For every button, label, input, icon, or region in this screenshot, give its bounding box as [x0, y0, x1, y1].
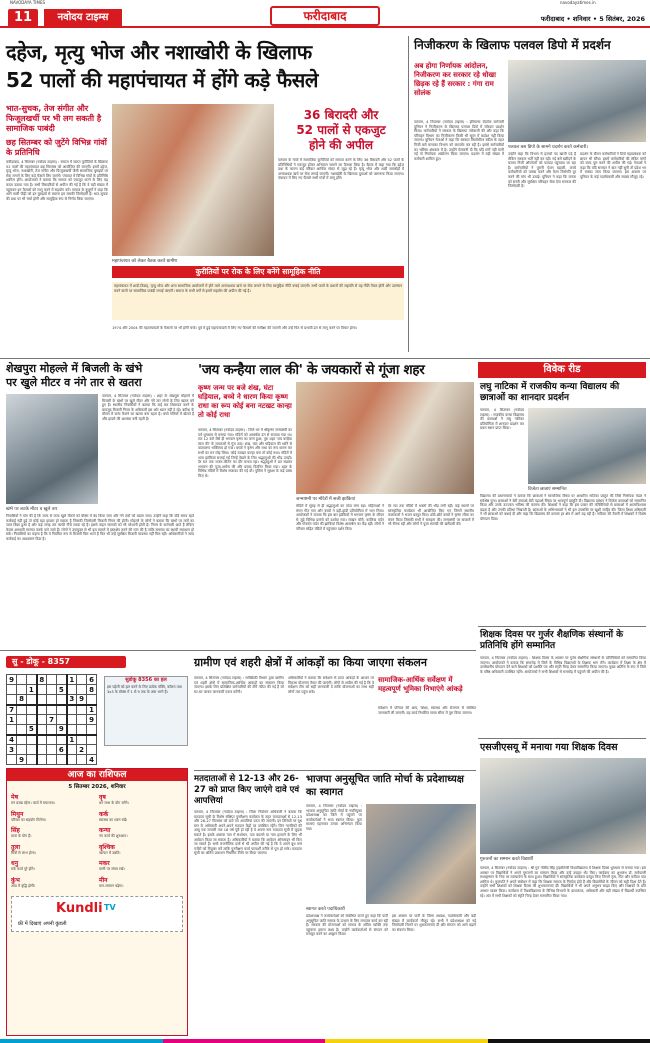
sudoku-cell[interactable] [7, 685, 17, 695]
sudoku-cell[interactable] [37, 715, 47, 725]
sudoku-cell[interactable] [77, 735, 87, 745]
rashifal-sign [97, 809, 185, 824]
sudoku-cell[interactable] [27, 695, 37, 705]
sudoku-cell[interactable]: 1 [87, 705, 97, 715]
sudoku-cell[interactable] [57, 755, 67, 765]
rashifal-sign [97, 792, 185, 807]
rashifal-box [6, 768, 188, 1036]
story2-body-col-3: प्रदर्शन के दौरान कर्मचारियों ने डिपो महाप्रबंधक को ज्ञापन भी सौंपा। इसमें कर्मचारियों की लंबित मांगों को जल्द पूरा करने की अपील की गई। नेताओं ने कहा कि यदि सरकार ने बात नहीं सुनी तो प्रदेश भर में चक्का जाम किया जाएगा। इस अवसर पर यूनियन के कई पदाधिकारी और सदस्य मौजूद रहे। [580, 152, 646, 179]
sudoku-cell[interactable] [37, 735, 47, 745]
rashifal-sign-text: स्वास्थ्य का ध्यान रखें। [99, 817, 128, 822]
rashifal-sign-text: आय में वृद्धि होगी। [11, 883, 36, 888]
sudoku-answer-box [104, 676, 188, 746]
lead-highlight-line-3: होने की अपील [308, 138, 374, 152]
rashifal-sign [9, 825, 97, 840]
sudoku-row [7, 685, 97, 695]
rashifal-sign [9, 792, 97, 807]
lead-body-col-1: फरीदाबाद, 4 सितम्बर (नवोदय टाइम्स) : समाज में व्याप्त कुरीतियों के खिलाफ 52 पालों की महापंचायत छह सितम्बर को आयोजित की जाएगी। इसमें दहेज, मृत्यु भोज, नशाखोरी, तेज संगीत और फिजूलखर्ची जैसी सामाजिक बुराइयों पर रोक लगाने के लिए कड़े फैसले लिए जाएंगे। पंचायत में विभिन्न गांवों के प्रतिनिधि शामिल होंगे। आयोजकों ने बताया कि समाज को एकजुट करने के लिए यह कदम उठाया गया है। सभी बिरादरियों से अपील की गई है कि वे बड़ी संख्या में पहुंचकर इन फैसलों को लागू करने में सहयोग करें। समाज के बुजुर्गों ने कहा कि आने वाली पीढ़ी को इन बुराइयों से बचाना हम सबकी जिम्मेदारी है। भात-सुचक की प्रथा पर भी चर्चा होगी और सामूहिक रूप से निर्णय लिया जाएगा। [6, 160, 108, 201]
sudoku-cell[interactable]: 8 [17, 695, 27, 705]
sudoku-cell[interactable] [17, 725, 27, 735]
sudoku-cell[interactable] [17, 705, 27, 715]
rashifal-sign [97, 858, 185, 873]
rashifal-sign-text: मन प्रसन्न रहेगा। कार्य में सफलता। [11, 801, 55, 805]
rashifal-sign-text: व्यापार में उन्नति। [99, 850, 121, 855]
story3-body-col-2: निवासियों ने मांग की है कि जल्द से जल्द खुले मीटरों को बॉक्स में बंद किया जाए और नंगे तारों को बदला जाए। उन्होंने कहा कि यदि समय रहते कार्रवाई नहीं हुई तो कोई बड़ा हादसा हो सकता है जिसकी जिम्मेदारी बिजली निगम की होगी। मोहल्ले के लोगों ने बताया कि खंभों पर तारों का जाल बिछा हुआ है और कई जगह तार काफी नीचे लटक रहे हैं। इससे वाहन चालकों को भी परेशानी होती है। निगम के कर्मचारी आते हैं लेकिन केवल अस्थायी मरम्मत करके चले जाते हैं। लोगों ने उपायुक्त से भी इस मामले में हस्तक्षेप करने की मांग की है ताकि समस्या का स्थायी समाधान हो सके। निवासियों का कहना है कि वे नियमित रूप से बिजली बिल भरते हैं फिर भी उन्हें सुरक्षित बिजली व्यवस्था नहीं मिल रही। अधिकारियों ने जल्द कार्रवाई का आश्वासन दिया है। [6, 514, 194, 541]
story6-body: पलवल, 4 सितम्बर (नवोदय टाइम्स) : शिक्षक दिवस के अवसर पर गुर्जर शैक्षणिक संस्थानों के प्रतिनिधियों को सम्मानित किया जाएगा। आयोजकों ने बताया कि समारोह में जिले के विभिन्न विद्यालयों के शिक्षक भाग लेंगे। कार्यक्रम में शिक्षा के क्षेत्र में उल्लेखनीय योगदान देने वाले शिक्षकों को प्रशस्ति पत्र और स्मृति चिन्ह देकर सम्मानित किया जाएगा। मुख्य अतिथि के रूप में जिले के वरिष्ठ अधिकारी उपस्थित रहेंगे। आयोजकों ने सभी शिक्षकों से समारोह में पहुंचने की अपील की है। [480, 656, 646, 674]
lead-bullets [6, 104, 108, 158]
sudoku-row [7, 675, 97, 685]
story4-body-col-3: देर रात तक मंदिरों में भक्तों की भीड़ लगी रही। कई स्थानों पर सांस्कृतिक कार्यक्रम भी आयोजित किए गए जिनमें स्थानीय कलाकारों ने भजन प्रस्तुत किए। छोटे-छोटे बच्चों ने कृष्ण लीला का मंचन किया जिसकी सभी ने सराहना की। जन्माष्टमी पर बाजारों में भी रौनक रही और लोगों ने पूजा सामग्री की खरीदारी की। [388, 504, 474, 527]
sudoku-cell[interactable]: 6 [87, 675, 97, 685]
sudoku-cell[interactable]: 5 [57, 685, 67, 695]
sudoku-cell[interactable] [87, 745, 97, 755]
story8-body-col-3: इस अवसर पर पार्टी के जिला अध्यक्ष, पदाधिकारी और बड़ी संख्या में कार्यकर्ता मौजूद रहे। सभी ने प्रदेशाध्यक्ष को नई जिम्मेदारी मिलने पर शुभकामनाएं दीं और संगठन को आगे बढ़ाने का संकल्प लिया। [392, 914, 476, 932]
story3-headline [6, 362, 194, 390]
sudoku-cell[interactable]: 4 [87, 755, 97, 765]
sudoku-cell[interactable]: 9 [87, 715, 97, 725]
vivek-body-col-1: पलवल, 4 सितम्बर (नवोदय टाइम्स) : राजकीय कन्या विद्यालय की छात्राओं ने लघु नाटिका प्रतियोगिता में शानदार प्रदर्शन कर प्रथम स्थान प्राप्त किया। [480, 408, 524, 431]
corner-right-label: navodayatimes.in [560, 0, 596, 5]
lead-bullet-1: भात-सुचक, तेज संगीत और फिजूलखर्ची पर भी लग सकती है सामाजिक पाबंदी [6, 104, 102, 133]
sudoku-cell[interactable] [67, 685, 77, 695]
sudoku-cell[interactable] [27, 755, 37, 765]
story7-body: पलवल, 4 सितम्बर (नवोदय टाइम्स) : जिला निर्वाचन अधिकारी ने बताया कि मतदाता सूची के विशेष संक्षिप्त पुनरीक्षण कार्यक्रम के तहत मतदाताओं से 12-13 और 26-27 सितम्बर को दावे एवं आपत्तियां प्राप्त की जाएंगी। इन तिथियों पर बूथ स्तर के अधिकारी अपने-अपने मतदान केंद्रों पर उपस्थित रहेंगे। जिन नागरिकों की आयु एक जनवरी तक 18 वर्ष पूरी हो रही है वे अपना नाम मतदाता सूची में जुड़वा सकते हैं। इसके अलावा नाम में संशोधन, पता बदलने या नाम हटवाने के लिए भी आवेदन किया जा सकता है। अधिकारियों ने बताया कि आवेदन ऑनलाइन भी किए जा सकते हैं। सभी राजनीतिक दलों से भी अपील की गई है कि वे अपने बूथ स्तर एजेंटों को नियुक्त करें ताकि पुनरीक्षण कार्य पारदर्शी तरीके से पूरा हो सके। मतदाता सूची का अंतिम प्रकाशन निर्धारित तिथि पर किया जाएगा। [194, 810, 302, 856]
sudoku-row [7, 735, 97, 745]
sudoku-cell[interactable] [87, 725, 97, 735]
sudoku-cell[interactable] [57, 735, 67, 745]
lead-box-body: महापंचायत में शादी-विवाह, मृत्यु भोज और अन्य सामाजिक आयोजनों में होने वाले अनावश्यक खर्च पर रोक लगाने के लिए सामूहिक नीति बनाई जाएगी। सभी पालों के प्रधानों की सहमति से यह नीति तैयार होगी और उल्लंघन करने वालों पर सामाजिक पाबंदी लगाई जाएगी। समाज के सभी वर्गों से इसमें सहयोग की अपील की गई है। [112, 282, 404, 320]
rashifal-title: आज का राशिफल [7, 769, 187, 781]
kundli-ad-brand: Kundli [56, 900, 103, 916]
story2-body-col-1: पलवल, 4 सितम्बर (नवोदय टाइम्स) : हरियाणा रोडवेज कर्मचारी यूनियन ने निजीकरण के खिलाफ पलवल डिपो में जोरदार प्रदर्शन किया। कर्मचारियों ने सरकार के खिलाफ नारेबाजी की और कहा कि परिवहन विभाग का निजीकरण किसी भी सूरत में बर्दाश्त नहीं किया जाएगा। यूनियन नेताओं ने कहा कि सरकार किलोमीटर स्कीम के तहत निजी बसें चलाकर विभाग को कमजोर कर रही है। इससे कर्मचारियों का भविष्य अंधकार में है। उन्होंने चेतावनी दी कि यदि मांगें नहीं मानी गईं तो निर्णायक आंदोलन किया जाएगा। प्रदर्शन में बड़ी संख्या में कर्मचारी शामिल हुए। [414, 120, 504, 161]
sudoku-grid [6, 674, 97, 765]
sudoku-cell[interactable] [87, 735, 97, 745]
sudoku-title: सु - डोकू - 8357 [6, 656, 126, 668]
sudoku-cell[interactable]: 1 [67, 735, 77, 745]
story5-sub: सामाजिक-आर्थिक सर्वेक्षण में महत्वपूर्ण भूमिका निभाएंगे आंकड़े [378, 676, 463, 693]
sudoku-cell[interactable] [17, 685, 27, 695]
sudoku-cell[interactable] [27, 675, 37, 685]
sudoku-cell[interactable] [47, 695, 57, 705]
sudoku-cell[interactable] [77, 685, 87, 695]
sudoku-cell[interactable] [47, 735, 57, 745]
sudoku-row [7, 745, 97, 755]
story2-photo [508, 60, 646, 142]
sudoku-cell[interactable]: 1 [67, 675, 77, 685]
sudoku-cell[interactable] [67, 755, 77, 765]
sudoku-cell[interactable] [47, 745, 57, 755]
story3-photo [6, 394, 98, 504]
sudoku-cell[interactable] [67, 725, 77, 735]
sudoku-cell[interactable] [77, 675, 87, 685]
sudoku-cell[interactable]: 2 [77, 745, 87, 755]
horizontal-rule-3 [194, 770, 476, 771]
lead-box-title: कुरीतियों पर रोक के लिए बनेंगे सामूहिक नीति [112, 266, 404, 278]
column-divider [408, 36, 409, 352]
rashifal-sign-name: मेष [11, 794, 19, 801]
sudoku-rules: इस पहेली को हल करने के लिए प्रत्येक पंक्ति, कॉलम तथा 3x3 के बॉक्स में 1 से 9 तक के अंक भरने हैं। [107, 685, 182, 694]
rashifal-sign-name: कर्क [99, 810, 109, 818]
kundli-ad[interactable] [11, 896, 183, 932]
rashifal-sign-text: नए कार्य की शुरुआत। [99, 834, 128, 839]
sudoku-cell[interactable] [7, 725, 17, 735]
rashifal-sign [9, 809, 97, 824]
rashifal-sign-text: वाणी पर संयम रखें। [99, 867, 125, 872]
lead-highlight [278, 108, 404, 153]
sudoku-cell[interactable]: 4 [7, 735, 17, 745]
sudoku-cell[interactable]: 9 [77, 695, 87, 705]
story4-headline: 'जय कन्हैया लाल की' के जयकारों से गूंजा शहर [198, 362, 425, 378]
story9-body: पलवल, 4 सितम्बर (नवोदय टाइम्स) : श्री गुरु गोबिंद सिंह ट्राइसेंटेनरी विश्वविद्यालय में शिक्षक दिवस धूमधाम से मनाया गया। इस अवसर पर विद्यार्थियों ने अपने गुरुजनों का सम्मान किया और उन्हें उपहार भेंट किए। कार्यक्रम का शुभारंभ डॉ. सर्वपल्ली राधाकृष्णन के चित्र पर माल्यार्पण के साथ हुआ। विद्यार्थियों ने सांस्कृतिक कार्यक्रम प्रस्तुत किए जिनमें नृत्य, गीत और कविता पाठ शामिल थे। कुलपति ने अपने संबोधन में कहा कि शिक्षक समाज के निर्माता होते हैं और विद्यार्थियों के जीवन को सही दिशा देते हैं। उन्होंने सभी शिक्षकों को शिक्षक दिवस की शुभकामनाएं दीं। विद्यार्थियों ने भी अपने अनुभव साझा किए और शिक्षकों के प्रति आभार व्यक्त किया। कार्यक्रम में विश्वविद्यालय के विभिन्न विभागों के प्राध्यापक, अधिकारी और बड़ी संख्या में विद्यार्थी उपस्थित रहे। अंत में सभी शिक्षकों को स्मृति चिन्ह देकर सम्मानित किया गया। [480, 866, 646, 898]
story4-quote: कृष्ण जन्म पर बजे शंख, घंटा घड़ियाल, बच्चे ने धारण किया कृष्ण राधा का रूप कोई बना नटखट कान्हा तो कोई राधा [198, 384, 292, 419]
sudoku-cell[interactable] [77, 755, 87, 765]
rashifal-sign-text: परिवार का सहयोग मिलेगा। [11, 817, 47, 822]
lead-headline-2: 52 पालों की महापंचायत में होंगे कड़े फैसले [6, 68, 319, 92]
story2-quote: अब होगा निर्णायक आंदोलन, निजीकरण कर सरकार रहे धोखा छिड़क रहे हैं सरकार : गंगा राम सोलंक [414, 62, 496, 97]
lead-body-col-2: पलवल के गांवों में सामाजिक कुरीतियों को समाप्त करने के लिए 36 बिरादरी और 52 पालों के प्रतिनिधियों ने एकजुट होकर अभियान चलाने का फैसला लिया है। बैठक में कहा गया कि दहेज प्रथा के कारण कई परिवार आर्थिक संकट से जूझ रहे हैं। मृत्यु भोज और शादी समारोहों में अनावश्यक खर्च पर रोक लगाई जाएगी। नशाखोरी के खिलाफ युवाओं को जागरूक किया जाएगा। पंचायत में लिए गए फैसले सभी गांवों में लागू होंगे। [278, 158, 404, 181]
story2-body-col-2: उन्होंने कहा कि विभाग में हजारों पद खाली पड़े हैं लेकिन सरकार भर्ती नहीं कर रही। नई बसें खरीदने के बजाय निजी ऑपरेटरों को फायदा पहुंचाया जा रहा है। कर्मचारियों ने पुरानी पेंशन बहाली, कच्चे कर्मचारियों को पक्का करने और वेतन विसंगति दूर करने की मांग भी उठाई। यूनियन ने कहा कि जनता को सस्ती और सुरक्षित परिवहन सेवा देना सरकार की जिम्मेदारी है। [508, 152, 576, 189]
sudoku-cell[interactable] [17, 715, 27, 725]
sudoku-cell[interactable] [17, 675, 27, 685]
sudoku-cell[interactable] [67, 745, 77, 755]
vivek-photo [528, 408, 646, 484]
page-number: 11 [8, 9, 38, 27]
rashifal-sign [9, 875, 97, 890]
kundli-ad-line: फ्री में दिखाएं अपनी कुंडली [18, 920, 67, 927]
sudoku-cell[interactable]: 6 [57, 745, 67, 755]
story3-caption: खंभे पर लटके मीटर व खुले तार [6, 507, 58, 512]
color-registration-bar [0, 1039, 650, 1043]
sudoku-cell[interactable]: 1 [27, 685, 37, 695]
story5-body-col-3: सर्वेक्षण में परिवार की आय, शिक्षा, स्वास्थ्य और रोजगार से संबंधित जानकारी ली जाएगी। यह कार्य निर्धारित समय सीमा में पूरा किया जाएगा। [378, 706, 476, 715]
sudoku-cell[interactable]: 9 [17, 755, 27, 765]
sudoku-row [7, 715, 97, 725]
story5-headline: ग्रामीण एवं शहरी क्षेत्रों में आंकड़ों का किया जाएगा संकलन [194, 656, 427, 669]
rashifal-sign-name: वृष [99, 794, 106, 801]
vivek-banner: विवेक रीड [478, 362, 646, 378]
rashifal-sign-name: मिथुन [11, 810, 24, 818]
sudoku-cell[interactable] [57, 695, 67, 705]
sudoku-cell[interactable] [47, 675, 57, 685]
section-title: फरीदाबाद [270, 6, 380, 26]
sudoku-cell[interactable] [57, 705, 67, 715]
story8-photo [366, 804, 476, 904]
story9-caption: गुरुजनों का सम्मान करते विद्यार्थी [480, 857, 533, 862]
sudoku-cell[interactable] [7, 695, 17, 705]
sudoku-cell[interactable] [27, 745, 37, 755]
horizontal-rule [0, 358, 650, 359]
sudoku-cell[interactable] [17, 745, 27, 755]
sudoku-cell[interactable] [37, 705, 47, 715]
lead-headline-1: दहेज, मृत्यु भोज और नशाखोरी के खिलाफ [6, 40, 312, 64]
story8-headline: भाजपा अनुसूचित जाति मोर्चा के प्रदेशाध्यक्ष का स्वागत [306, 774, 464, 798]
vivek-caption: विजेता छात्राएं सम्मानित [528, 487, 567, 492]
story3-headline-1: शेखपुरा मोहल्ले में बिजली के खंभे [6, 362, 143, 375]
story9-rule [478, 738, 646, 739]
sudoku-row [7, 695, 97, 705]
lead-bullet-2: छह सितम्बर को जुटेंगे विभिन्न गांवों के प्रतिनिधि [6, 138, 107, 157]
rashifal-sign-text: यात्रा के योग हैं। [11, 834, 32, 839]
story4-body-col-2: मंदिरों में सुबह से ही श्रद्धालुओं का तांता लगा रहा। महिलाओं ने मंगल गीत गाए और बच्चों ने दही-हांडी प्रतियोगिता में भाग लिया। आयोजकों ने बताया कि इस बार झांकियों में भगवान कृष्ण के जीवन से जुड़े विभिन्न प्रसंगों को दर्शाया गया। माखन चोरी, कालिया मर्दन और गोवर्धन पर्वत की झांकियां विशेष आकर्षण का केंद्र रहीं। लोगों ने परिवार सहित मंदिरों में पहुंचकर दर्शन किए। [296, 504, 384, 531]
story6-headline: शिक्षक दिवस पर गुर्जर शैक्षणिक संस्थानों के प्रतिनिधि होंगे सम्मानित [480, 630, 624, 651]
vivek-body-col-2: विद्यालय की प्रधानाचार्या ने बताया कि छात्राओं ने सामाजिक विषय पर आधारित नाटिका प्रस्तुत की जिसे निर्णायक मंडल ने सर्वश्रेष्ठ चुना। छात्राओं ने बेटी बचाओ-बेटी पढ़ाओ विषय पर भावपूर्ण प्रस्तुति दी। विद्यालय प्रबंधन ने विजेता छात्राओं को सम्मानित किया और उनके उज्ज्वल भविष्य की कामना की। शिक्षकों ने कहा कि इस प्रकार की गतिविधियों से छात्राओं में आत्मविश्वास बढ़ता है और उनकी प्रतिभा निखरती है। छात्राओं के अभिभावकों ने भी इस उपलब्धि पर खुशी जाहिर की। जिला शिक्षा अधिकारी ने भी छात्राओं को बधाई दी और कहा कि विद्यालय की छात्राएं हर क्षेत्र में आगे बढ़ रही हैं। नाटिका की तैयारी में शिक्षकों ने विशेष योगदान दिया। [480, 494, 646, 521]
sudoku-row [7, 725, 97, 735]
sudoku-cell[interactable] [87, 695, 97, 705]
sudoku-cell[interactable] [47, 685, 57, 695]
sudoku-cell[interactable] [47, 755, 57, 765]
sudoku-cell[interactable] [77, 715, 87, 725]
lead-highlight-line-1: 36 बिरादरी और [303, 108, 379, 122]
rashifal-sign-name: मकर [99, 860, 110, 868]
kundli-ad-tv: TV [104, 902, 116, 912]
rashifal-sign [97, 875, 185, 890]
sudoku-cell[interactable] [57, 715, 67, 725]
rashifal-sign-name: तुला [11, 843, 21, 851]
sudoku-cell[interactable] [77, 705, 87, 715]
rashifal-sign [97, 842, 185, 857]
story4-photo [296, 382, 474, 494]
story8-body-col-2: प्रदेशाध्यक्ष ने कार्यकर्ताओं को संबोधित करते हुए कहा कि पार्टी अनुसूचित जाति समाज के उत्थान के लिए लगातार कार्य कर रही है। सरकार की योजनाओं को समाज के अंतिम व्यक्ति तक पहुंचाना हमारा लक्ष्य है। उन्होंने कार्यकर्ताओं से संगठन को मजबूत करने का आह्वान किया। [306, 914, 388, 937]
story8-body-col-1: पलवल, 4 सितम्बर (नवोदय टाइम्स) : भाजपा अनुसूचित जाति मोर्चा के नवनियुक्त प्रदेशाध्यक्ष का जिले में पहुंचने पर कार्यकर्ताओं ने भव्य स्वागत किया। फूल मालाएं पहनाकर उनका अभिनंदन किया गया। [306, 804, 362, 831]
rashifal-sign-name: कुंभ [11, 876, 20, 884]
rashifal-sign-text: रुके कार्य पूरे होंगे। [11, 867, 35, 872]
story2-caption: पलवल बस डिपो के सामने प्रदर्शन करते कर्मचारी। [508, 145, 589, 150]
story4-body-col-1: पलवल, 4 सितम्बर (नवोदय टाइम्स) : जिले भर में श्रीकृष्ण जन्माष्टमी का पर्व धूमधाम से मनाया गया। मंदिरों को आकर्षक ढंग से सजाया गया था। रात 12 बजे जैसे ही भगवान कृष्ण का जन्म हुआ, पूरा शहर 'जय कन्हैया लाल की' के जयकारों से गूंज उठा। शंख, घंटा और घड़ियाल की ध्वनि से वातावरण भक्तिमय हो गया। बच्चों ने कृष्ण और राधा का रूप धारण कर सभी का मन मोह लिया। कोई नटखट कान्हा बना तो कोई राधा। मंदिरों में भव्य झांकियां सजाई गईं जिन्हें देखने के लिए श्रद्धालुओं की भीड़ उमड़ी। देर रात तक भजन-कीर्तन का दौर चलता रहा। श्रद्धालुओं ने व्रत रखकर भगवान की पूजा-अर्चना की और प्रसाद वितरित किया गया। शहर के विभिन्न मंदिरों में विशेष सजावट की गई थी। पुलिस ने सुरक्षा के कड़े प्रबंध किए थे। [198, 428, 292, 478]
lead-photo-caption: महापंचायत को लेकर बैठक करते ग्रामीण [112, 259, 178, 264]
rashifal-sign-text: धन लाभ के योग बनेंगे। [99, 801, 129, 805]
sudoku-cell[interactable] [77, 725, 87, 735]
rashifal-subtitle: 5 सितम्बर 2026, शनिवार [68, 784, 126, 790]
story3-body-col-1: पलवल, 4 सितम्बर (नवोदय टाइम्स) : शहर के शेखपुरा मोहल्ले में बिजली के खंभों पर खुले मीटर और नंगे तार लोगों के लिए खतरा बने हुए हैं। स्थानीय निवासियों ने बताया कि कई बार शिकायत करने के बावजूद बिजली निगम के अधिकारी इस ओर ध्यान नहीं दे रहे। बारिश के मौसम में करंट फैलने का खतरा बना रहता है। बच्चे गलियों में खेलते हैं और हादसे की आशंका बनी रहती है। [102, 394, 194, 421]
sudoku-cell[interactable]: 8 [87, 685, 97, 695]
rashifal-sign-text: मान-सम्मान बढ़ेगा। [99, 883, 124, 888]
sudoku-cell[interactable] [47, 725, 57, 735]
sudoku-cell[interactable]: 3 [7, 745, 17, 755]
rashifal-sign-name: कन्या [99, 827, 111, 835]
sudoku-cell[interactable] [37, 745, 47, 755]
sudoku-cell[interactable] [27, 715, 37, 725]
rashifal-sign-name: मीन [99, 876, 108, 884]
date-line: फरीदाबाद • शनिवार • 5 सितंबर, 2026 [540, 15, 645, 23]
sudoku-cell[interactable] [27, 735, 37, 745]
story3-headline-2: पर खुले मीटर व नंगे तार से खतरा [6, 376, 142, 389]
sudoku-cell[interactable]: 5 [27, 725, 37, 735]
rashifal-sign [97, 825, 185, 840]
sudoku-cell[interactable] [7, 755, 17, 765]
story9-photo [480, 758, 646, 854]
sudoku-cell[interactable] [37, 725, 47, 735]
story2-headline: निजीकरण के खिलाफ पलवल डिपो में प्रदर्शन [414, 38, 611, 52]
masthead [0, 8, 650, 28]
sudoku-cell[interactable] [37, 755, 47, 765]
paper-name: नवोदय टाइम्स [44, 9, 122, 27]
sudoku-cell[interactable]: 9 [7, 675, 17, 685]
vivek-headline: लघु नाटिका में राजकीय कन्या विद्यालय की छात्राओं का शानदार प्रदर्शन [480, 382, 620, 403]
story9-headline: एसजीएसयू में मनाया गया शिक्षक दिवस [480, 742, 618, 753]
rashifal-sign-name: सिंह [11, 827, 20, 835]
rashifal-list [7, 790, 187, 894]
sudoku-cell[interactable] [37, 685, 47, 695]
sudoku-cell[interactable]: 8 [37, 675, 47, 685]
sudoku-cell[interactable]: 3 [67, 695, 77, 705]
rashifal-sign [9, 858, 97, 873]
sudoku-cell[interactable]: 9 [57, 725, 67, 735]
sudoku-cell[interactable] [57, 675, 67, 685]
story4-caption: जन्माष्टमी पर मंदिरों में सजी झांकियां [296, 497, 356, 502]
sudoku-cell[interactable] [17, 735, 27, 745]
sudoku-answer-label: सुडोकू 8356 का हल [125, 677, 167, 683]
lead-body-col-3: 1974 और 2004 की महापंचायतों के फैसलों पर भी होगी चर्चा। पूर्व में हुई महापंचायतों में लिए गए फैसलों की समीक्षा की जाएगी और उन्हें फिर से प्रभावी ढंग से लागू करने पर विचार होगा। [112, 326, 357, 330]
corner-left-label: NAVODAYA TIMES [10, 0, 46, 5]
sudoku-row [7, 705, 97, 715]
rashifal-sign [9, 842, 97, 857]
sudoku-cell[interactable]: 1 [7, 715, 17, 725]
vivek-rule [478, 626, 646, 627]
story8-caption: स्वागत करते पदाधिकारी [306, 907, 345, 912]
rashifal-sign-text: मित्रों से लाभ होगा। [11, 850, 36, 855]
story5-body-col-2: अधिकारियों ने बताया कि सर्वेक्षण से प्राप्त आंकड़ों के आधार पर विकास योजनाएं तैयार की जाएंगी। लोगों से अपील की गई है कि वे सर्वेक्षण टीम को सही जानकारी दें ताकि योजनाओं का लाभ सही लोगों तक पहुंच सके। [288, 676, 374, 694]
rashifal-sign-name: धनु [11, 860, 19, 868]
sudoku-row [7, 755, 97, 765]
lead-highlight-line-2: 52 पालों से एकजुट [296, 123, 386, 137]
sudoku-cell[interactable] [47, 705, 57, 715]
sudoku-cell[interactable] [67, 715, 77, 725]
horizontal-rule-2 [0, 650, 476, 651]
sudoku-cell[interactable] [37, 695, 47, 705]
lead-photo [112, 104, 274, 256]
rashifal-sign-name: वृश्चिक [99, 843, 115, 851]
story5-body-col-1: पलवल, 4 सितम्बर (नवोदय टाइम्स) : सांख्यिकी विभाग द्वारा ग्रामीण एवं शहरी क्षेत्रों में सामाजिक-आर्थिक आंकड़ों का संकलन किया जाएगा। इसके लिए प्रशिक्षित कर्मचारियों की टीमें गठित की गई हैं जो घर-घर जाकर जानकारी एकत्र करेंगी। [194, 676, 284, 694]
story7-headline: मतदाताओं से 12-13 और 26-27 को प्राप्त किए जाएंगे दावे एवं आपत्तियां [194, 774, 300, 806]
sudoku-cell[interactable]: 7 [47, 715, 57, 725]
sudoku-cell[interactable] [27, 705, 37, 715]
sudoku-cell[interactable] [67, 705, 77, 715]
sudoku-cell[interactable]: 7 [7, 705, 17, 715]
